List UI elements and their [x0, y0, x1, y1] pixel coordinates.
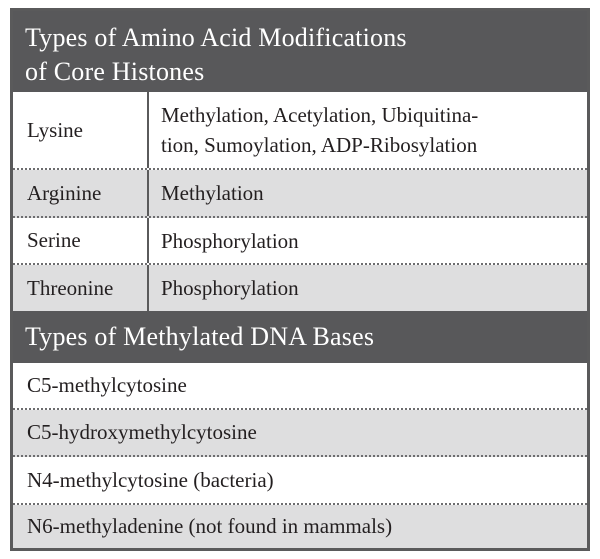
modifications-cell: [149, 218, 587, 263]
list-item: [13, 505, 587, 548]
table-row: [13, 265, 587, 311]
section-title-line-2: of Core Histones: [25, 57, 205, 86]
modifications-text: Methylation: [161, 181, 264, 205]
section-header-amino-acid-modifications: [13, 11, 587, 92]
residue-cell: [13, 170, 149, 216]
dna-base-label: N6-methyladenine (not found in mammals): [27, 514, 393, 538]
list-item: [13, 410, 587, 457]
residue-cell: [13, 265, 149, 311]
dna-base-label: N4-methylcytosine (bacteria): [27, 467, 274, 492]
residue-label: Threonine: [27, 275, 114, 300]
modifications-text: Phosphorylation: [161, 228, 299, 253]
residue-cell: [13, 218, 149, 263]
table-row: [13, 92, 587, 170]
list-item: [13, 363, 587, 410]
histone-modifications-table: [10, 8, 590, 551]
residue-label: Serine: [27, 228, 81, 252]
section-title-line-1: Types of Amino Acid Modifications: [25, 23, 407, 52]
residue-cell: [13, 92, 149, 168]
modifications-line-2: tion, Sumoylation, ADP-Ribosylation: [161, 133, 478, 157]
list-item: [13, 457, 587, 505]
modifications-text: Phosphorylation: [161, 276, 299, 300]
residue-label: Arginine: [27, 180, 102, 205]
modifications-cell: [149, 92, 587, 168]
residue-label: Lysine: [27, 117, 83, 142]
modifications-cell: [149, 265, 587, 311]
dna-base-label: C5-methylcytosine: [27, 373, 187, 397]
table-row: [13, 170, 587, 218]
table-row: [13, 218, 587, 265]
section-header-methylated-dna-bases: [13, 311, 587, 363]
modifications-cell: [149, 170, 587, 216]
dna-base-label: C5-hydroxymethylcytosine: [27, 420, 257, 444]
modifications-line-1: Methylation, Acetylation, Ubiquitina-: [161, 103, 479, 127]
section-title: Types of Methylated DNA Bases: [25, 322, 375, 351]
